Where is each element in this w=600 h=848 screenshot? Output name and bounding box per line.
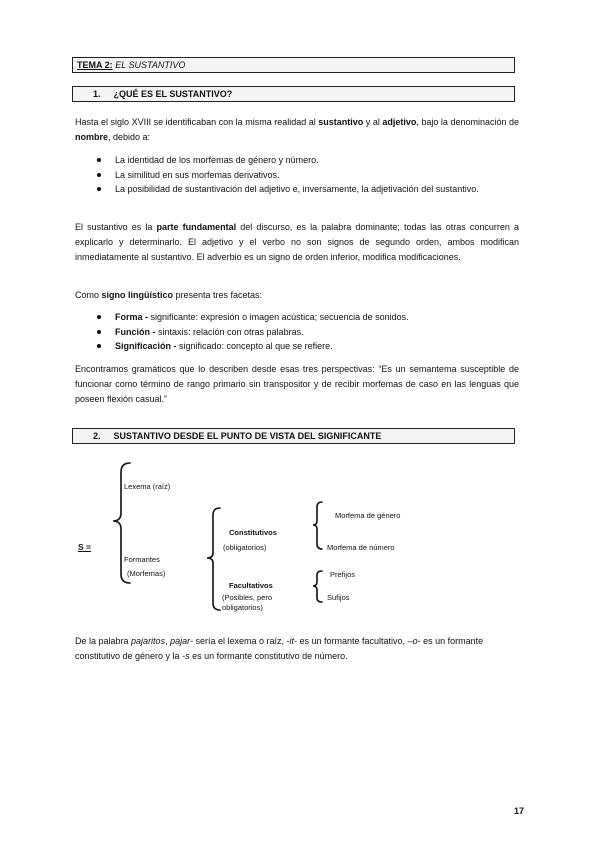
list-item-text: La identidad de los morfemas de género y número. (115, 155, 319, 165)
tema-label: TEMA 2: (77, 60, 113, 70)
diagram-constitutivos: Constitutivos (229, 528, 277, 537)
intro-text: Hasta el siglo XVIII se identificaban con la misma realidad al (75, 117, 319, 127)
s-equals: S = (78, 542, 91, 552)
example-italic: pajaritos (131, 636, 166, 646)
list-item-text: La posibilidad de sustantivación del adjetivo e, inversamente, la adjetivación del sustantivo. (115, 184, 479, 194)
section2-number: 2. (93, 431, 101, 441)
example-text: es un formante constitutivo de género y la (75, 636, 484, 661)
intro-text: , debido a: (108, 132, 151, 142)
diagram-posibles: (Posibles, pero (222, 593, 273, 602)
definition-paragraph: Encontramos gramáticos que lo describen desde esas tres perspectivas: “Es un semantema susceptible de funcionar como término de rango primario sin transpositor y de recibir morfemas de caso en las lenguas que poseen flexión casual.” (75, 364, 519, 404)
diagram-obligatorios: (obligatorios) (223, 543, 267, 552)
example-paragraph (75, 634, 519, 664)
tema-title: EL SUSTANTIVO (115, 60, 186, 70)
example-text: es un formante facultativo, (297, 636, 408, 646)
diagram-facultativos: Facultativos (229, 581, 273, 590)
diagram-s-label (78, 542, 91, 552)
example-text: De la palabra (75, 636, 132, 646)
paragraph-text: presenta tres facetas: (173, 290, 263, 300)
diagram-morfema-numero: Morfema de número (327, 543, 395, 552)
diagram-lexema: Lexema (raíz) (124, 482, 171, 491)
section1-title: ¿QUÉ ES EL SUSTANTIVO? (113, 89, 233, 99)
intro-bold-nombre: nombre (75, 132, 109, 142)
example-text: sería el lexema o raíz, - (192, 636, 290, 646)
example-text: , (165, 636, 171, 646)
faceta-desc: significante: expresión o imagen acústica; secuencia de sonidos. (148, 312, 409, 322)
diagram-formantes: Formantes (124, 555, 160, 564)
intro-bold-sustantivo: sustantivo (318, 117, 364, 127)
paragraph-text: del discurso, es la palabra dominante; todas las otras concurren a explicarlo y determinarlo. El adjetivo y el verbo no son signos de segundo orden, ambos modifican inmediatamente al sustantivo. El adverbio es un signo de orden inferior, modifica modificaciones. (75, 222, 519, 262)
brace-facultativos (313, 571, 322, 602)
diagram-prefijos: Prefijos (330, 570, 356, 579)
faceta-desc: sintaxis: relación con otras palabras. (155, 326, 304, 337)
example-text: es un formante constitutivo de número. (189, 651, 348, 661)
intro-text: y al (363, 117, 383, 127)
brace-main (113, 463, 130, 583)
list-item-text: La similitud en sus morfemas derivativos. (115, 169, 280, 180)
diagram-morfema-genero: Morfema de género (335, 511, 401, 520)
diagram-sufijos: Sufijos (327, 593, 350, 602)
faceta-term: Función - (115, 326, 156, 337)
paragraph-text: El sustantivo es la (75, 222, 157, 232)
example-italic: -s (182, 651, 190, 661)
intro-bold-adjetivo: adjetivo (382, 117, 417, 127)
brace-formantes (207, 508, 220, 610)
diagram-morfemas: (Morfemas) (127, 569, 166, 578)
faceta-term: Significación - (115, 341, 177, 351)
bold-signo-linguistico: signo lingüístico (101, 290, 174, 300)
intro-text: , bajo la denominación de (416, 117, 520, 127)
section2-title: SUSTANTIVO DESDE EL PUNTO DE VISTA DEL SIGNIFICANTE (113, 431, 382, 441)
page-number: 17 (514, 806, 525, 816)
faceta-term: Forma - (115, 312, 149, 322)
faceta-desc: significado: concepto al que se refiere. (176, 341, 333, 351)
diagram-no-obligatorios: obligatorios) (222, 603, 263, 612)
example-italic: it- (289, 636, 297, 646)
paragraph-text: Como (75, 290, 102, 300)
section1-number: 1. (93, 89, 101, 99)
brace-constitutivos (313, 502, 322, 549)
bold-parte-fundamental: parte fundamental (156, 222, 237, 232)
example-italic: –o- (407, 636, 421, 646)
example-italic: pajar- (170, 636, 193, 646)
